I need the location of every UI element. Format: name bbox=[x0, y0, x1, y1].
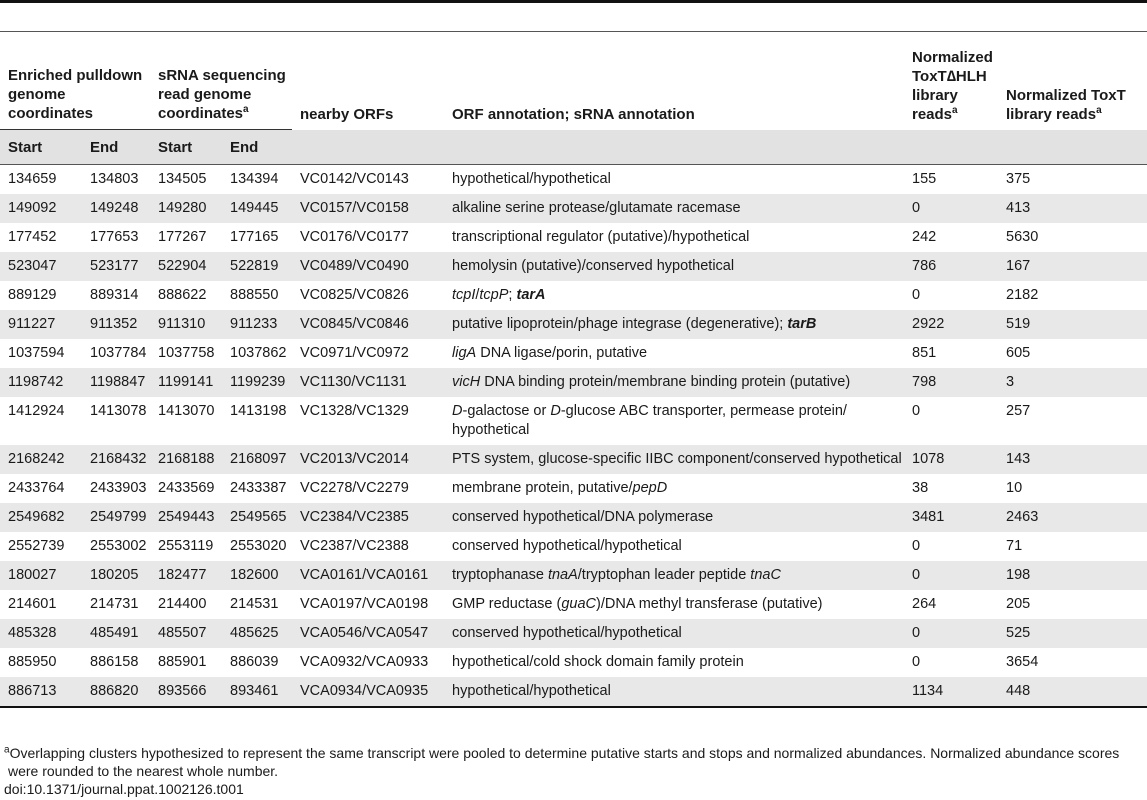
cell-srna-end: 2433387 bbox=[230, 480, 287, 496]
cell-pulldown-end: 134803 bbox=[90, 171, 139, 187]
cell-nearby-orfs: VCA0932/VCA0933 bbox=[300, 654, 429, 670]
caption-rule bbox=[0, 31, 1147, 32]
cell-toxt-reads: 3654 bbox=[1006, 654, 1039, 670]
cell-nearby-orfs: VCA0934/VCA0935 bbox=[292, 677, 444, 707]
cell-pulldown-start: 149092 bbox=[0, 194, 82, 223]
cell-toxt-dhlh-reads: 0 bbox=[912, 403, 921, 419]
cell-annotation: PTS system, glucose-specific IIBC component/conserved hypothetical bbox=[444, 445, 904, 474]
cell-pulldown-start: 180027 bbox=[0, 561, 82, 590]
cell-toxt-reads: 71 bbox=[1006, 538, 1023, 554]
table-row bbox=[0, 368, 1147, 397]
cell-pulldown-end: 485491 bbox=[82, 619, 150, 648]
cell-srna-start: 893566 bbox=[150, 677, 222, 707]
cell-nearby-orfs: VC2387/VC2388 bbox=[300, 538, 409, 554]
cell-srna-start: 485507 bbox=[150, 619, 222, 648]
cell-pulldown-start: 885950 bbox=[8, 654, 57, 670]
cell-annotation: hemolysin (putative)/conserved hypothetical bbox=[444, 252, 904, 281]
cell-toxt-dhlh-reads: 0 bbox=[912, 654, 921, 670]
cell-pulldown-end: 523177 bbox=[82, 252, 150, 281]
cell-annotation: putative lipoprotein/phage integrase (degenerative); tarB bbox=[444, 310, 904, 339]
cell-annotation: hypothetical/cold shock domain family protein bbox=[452, 654, 744, 670]
cell-toxt-reads: 257 bbox=[1006, 403, 1031, 419]
cell-pulldown-end: 2433903 bbox=[90, 480, 147, 496]
cell-toxt-dhlh-reads: 3481 bbox=[904, 503, 998, 532]
cell-annotation: conserved hypothetical/DNA polymerase bbox=[444, 503, 904, 532]
cell-srna-end: 911233 bbox=[222, 310, 292, 339]
cell-nearby-orfs: VC0176/VC0177 bbox=[300, 229, 409, 245]
cell-pulldown-start: 1037594 bbox=[8, 345, 65, 361]
top-rule bbox=[0, 0, 1147, 3]
cell-pulldown-start: 214601 bbox=[8, 596, 57, 612]
cell-toxt-dhlh-reads: 851 bbox=[912, 345, 937, 361]
cell-pulldown-end: 2549799 bbox=[82, 503, 150, 532]
cell-srna-start: 888622 bbox=[158, 287, 207, 303]
header-start: Start bbox=[150, 130, 222, 165]
cell-nearby-orfs: VC0142/VC0143 bbox=[300, 171, 409, 187]
table-row bbox=[0, 561, 1147, 590]
cell-annotation: alkaline serine protease/glutamate racemase bbox=[444, 194, 904, 223]
cell-annotation: vicH DNA binding protein/membrane binding protein (putative) bbox=[444, 368, 904, 397]
cell-srna-start: 2553119 bbox=[158, 538, 214, 554]
cell-toxt-dhlh-reads: 0 bbox=[912, 538, 921, 554]
cell-nearby-orfs: VC1328/VC1329 bbox=[300, 403, 409, 419]
cell-annotation: ligA DNA ligase/porin, putative bbox=[452, 345, 648, 361]
cell-nearby-orfs: VC0845/VC0846 bbox=[292, 310, 444, 339]
cell-nearby-orfs: VC2278/VC2279 bbox=[300, 480, 409, 496]
cell-annotation: conserved hypothetical/hypothetical bbox=[452, 538, 682, 554]
table-row bbox=[0, 223, 1147, 252]
cell-srna-end: 1037862 bbox=[230, 345, 287, 361]
cell-pulldown-start: 2433764 bbox=[8, 480, 65, 496]
cell-srna-start: 134505 bbox=[158, 171, 207, 187]
cell-srna-end: 886039 bbox=[230, 654, 279, 670]
cell-srna-start: 214400 bbox=[158, 596, 207, 612]
cell-srna-start: 1199141 bbox=[150, 368, 222, 397]
table-row bbox=[0, 677, 1147, 707]
cell-srna-start: 885901 bbox=[158, 654, 207, 670]
cell-pulldown-end: 214731 bbox=[90, 596, 139, 612]
table-row bbox=[0, 397, 1147, 445]
table-row bbox=[0, 252, 1147, 281]
cell-annotation: hypothetical/hypothetical bbox=[452, 171, 611, 187]
cell-annotation: membrane protein, putative/pepD bbox=[452, 480, 668, 496]
cell-srna-end: 485625 bbox=[222, 619, 292, 648]
cell-toxt-reads: 519 bbox=[998, 310, 1147, 339]
cell-annotation: GMP reductase (guaC)/DNA methyl transferase (putative) bbox=[452, 596, 823, 612]
cell-nearby-orfs: VC0489/VC0490 bbox=[292, 252, 444, 281]
table-row bbox=[0, 619, 1147, 648]
cell-pulldown-start: 1412924 bbox=[8, 403, 65, 419]
cell-srna-end: 2553020 bbox=[230, 538, 287, 554]
cell-toxt-dhlh-reads: 0 bbox=[912, 287, 921, 303]
header-toxt-dhlh: Normalized ToxT∆HLH library reads$^a$ bbox=[912, 48, 993, 123]
header-start: Start bbox=[0, 130, 82, 165]
table-body bbox=[0, 165, 1147, 708]
table-row bbox=[0, 532, 1147, 561]
cell-pulldown-end: 2553002 bbox=[90, 538, 147, 554]
cell-pulldown-start: 523047 bbox=[0, 252, 82, 281]
cell-srna-start: 182477 bbox=[150, 561, 222, 590]
cell-toxt-reads: 375 bbox=[1006, 171, 1031, 187]
table-row bbox=[0, 339, 1147, 368]
header-srna: sRNA sequencing read genome coordinates$^a$ bbox=[150, 36, 292, 130]
cell-pulldown-start: 1198742 bbox=[0, 368, 82, 397]
cell-toxt-dhlh-reads: 264 bbox=[912, 596, 937, 612]
doi-text: doi:10.1371/journal.ppat.1002126.t001 bbox=[4, 781, 244, 797]
cell-pulldown-start: 2552739 bbox=[8, 538, 65, 554]
cell-srna-start: 2168188 bbox=[150, 445, 222, 474]
header-nearby-orfs: nearby ORFs bbox=[300, 105, 394, 123]
cell-annotation: tcpI/tcpP; tarA bbox=[452, 287, 546, 303]
cell-toxt-dhlh-reads: 0 bbox=[904, 194, 998, 223]
cell-pulldown-start: 889129 bbox=[8, 287, 57, 303]
cell-srna-start: 1037758 bbox=[158, 345, 215, 361]
header-annotation: ORF annotation; sRNA annotation bbox=[452, 105, 695, 123]
cell-srna-end: 2549565 bbox=[222, 503, 292, 532]
cell-srna-end: 182600 bbox=[222, 561, 292, 590]
cell-annotation: D-galactose or D-glucose ABC transporter, permease protein/ hypothetical bbox=[452, 403, 847, 438]
cell-toxt-dhlh-reads: 242 bbox=[912, 229, 937, 245]
table-row bbox=[0, 165, 1147, 195]
cell-srna-end: 2168097 bbox=[222, 445, 292, 474]
cell-nearby-orfs: VC0157/VC0158 bbox=[292, 194, 444, 223]
cell-srna-end: 888550 bbox=[230, 287, 279, 303]
cell-nearby-orfs: VCA0197/VCA0198 bbox=[300, 596, 429, 612]
table-row bbox=[0, 590, 1147, 619]
cell-nearby-orfs: VC1130/VC1131 bbox=[292, 368, 444, 397]
cell-toxt-reads: 198 bbox=[998, 561, 1147, 590]
header-toxt: Normalized ToxT library reads$^a$ bbox=[1006, 86, 1126, 123]
data-table bbox=[0, 36, 1147, 708]
cell-srna-end: 214531 bbox=[230, 596, 279, 612]
cell-srna-start: 2549443 bbox=[150, 503, 222, 532]
cell-toxt-reads: 448 bbox=[998, 677, 1147, 707]
cell-annotation: conserved hypothetical/hypothetical bbox=[444, 619, 904, 648]
cell-pulldown-end: 1198847 bbox=[82, 368, 150, 397]
cell-toxt-reads: 205 bbox=[1006, 596, 1031, 612]
cell-toxt-dhlh-reads: 38 bbox=[912, 480, 929, 496]
cell-pulldown-end: 1037784 bbox=[90, 345, 147, 361]
table-row bbox=[0, 445, 1147, 474]
cell-toxt-dhlh-reads: 0 bbox=[904, 619, 998, 648]
cell-srna-end: 522819 bbox=[222, 252, 292, 281]
header-enriched: Enriched pulldown genome coordinates bbox=[0, 36, 150, 130]
cell-nearby-orfs: VC0971/VC0972 bbox=[300, 345, 409, 361]
cell-pulldown-start: 177452 bbox=[8, 229, 57, 245]
cell-pulldown-start: 911227 bbox=[0, 310, 82, 339]
table-row bbox=[0, 503, 1147, 532]
cell-toxt-dhlh-reads: 798 bbox=[904, 368, 998, 397]
cell-toxt-reads: 2463 bbox=[998, 503, 1147, 532]
cell-toxt-dhlh-reads: 786 bbox=[904, 252, 998, 281]
header-end: End bbox=[82, 130, 150, 165]
cell-srna-start: 522904 bbox=[150, 252, 222, 281]
table-row bbox=[0, 194, 1147, 223]
cell-toxt-dhlh-reads: 155 bbox=[912, 171, 937, 187]
cell-toxt-dhlh-reads: 1078 bbox=[904, 445, 998, 474]
cell-srna-end: 1413198 bbox=[230, 403, 287, 419]
cell-toxt-reads: 525 bbox=[998, 619, 1147, 648]
cell-toxt-reads: 413 bbox=[998, 194, 1147, 223]
cell-pulldown-end: 886820 bbox=[82, 677, 150, 707]
table-row bbox=[0, 310, 1147, 339]
cell-toxt-dhlh-reads: 0 bbox=[904, 561, 998, 590]
cell-srna-end: 893461 bbox=[222, 677, 292, 707]
cell-srna-end: 1199239 bbox=[222, 368, 292, 397]
cell-pulldown-end: 177653 bbox=[90, 229, 139, 245]
cell-annotation: transcriptional regulator (putative)/hypothetical bbox=[452, 229, 750, 245]
footnote: $^a$Overlapping clusters hypothesized to represent the same transcript were pooled to determine putative starts and stops and normalized abundances. Normalized abundance scores were rounded to the nearest whole number. bbox=[4, 744, 1120, 779]
cell-annotation: hypothetical/hypothetical bbox=[444, 677, 904, 707]
cell-pulldown-start: 886713 bbox=[0, 677, 82, 707]
cell-toxt-reads: 5630 bbox=[1006, 229, 1039, 245]
cell-nearby-orfs: VCA0161/VCA0161 bbox=[292, 561, 444, 590]
cell-toxt-dhlh-reads: 1134 bbox=[904, 677, 998, 707]
cell-toxt-reads: 2182 bbox=[1006, 287, 1039, 303]
cell-nearby-orfs: VC2384/VC2385 bbox=[292, 503, 444, 532]
cell-pulldown-end: 180205 bbox=[82, 561, 150, 590]
cell-srna-start: 177267 bbox=[158, 229, 207, 245]
cell-pulldown-end: 1413078 bbox=[90, 403, 147, 419]
cell-toxt-reads: 10 bbox=[1006, 480, 1023, 496]
cell-pulldown-start: 2168242 bbox=[0, 445, 82, 474]
table-row bbox=[0, 648, 1147, 677]
cell-pulldown-end: 149248 bbox=[82, 194, 150, 223]
cell-nearby-orfs: VCA0546/VCA0547 bbox=[292, 619, 444, 648]
cell-srna-end: 177165 bbox=[230, 229, 279, 245]
cell-srna-start: 911310 bbox=[150, 310, 222, 339]
cell-toxt-dhlh-reads: 2922 bbox=[904, 310, 998, 339]
cell-pulldown-end: 911352 bbox=[82, 310, 150, 339]
cell-srna-end: 134394 bbox=[230, 171, 279, 187]
table-row bbox=[0, 474, 1147, 503]
cell-srna-start: 2433569 bbox=[158, 480, 215, 496]
header-end: End bbox=[222, 130, 292, 165]
cell-pulldown-end: 889314 bbox=[90, 287, 139, 303]
cell-pulldown-end: 886158 bbox=[90, 654, 139, 670]
cell-pulldown-end: 2168432 bbox=[82, 445, 150, 474]
cell-annotation: tryptophanase tnaA/tryptophan leader peptide tnaC bbox=[444, 561, 904, 590]
cell-pulldown-start: 2549682 bbox=[0, 503, 82, 532]
cell-toxt-reads: 143 bbox=[998, 445, 1147, 474]
cell-srna-end: 149445 bbox=[222, 194, 292, 223]
cell-nearby-orfs: VC2013/VC2014 bbox=[292, 445, 444, 474]
cell-srna-start: 149280 bbox=[150, 194, 222, 223]
cell-toxt-reads: 3 bbox=[998, 368, 1147, 397]
cell-toxt-reads: 605 bbox=[1006, 345, 1031, 361]
cell-srna-start: 1413070 bbox=[158, 403, 215, 419]
cell-nearby-orfs: VC0825/VC0826 bbox=[300, 287, 409, 303]
table-row bbox=[0, 281, 1147, 310]
cell-toxt-reads: 167 bbox=[998, 252, 1147, 281]
cell-pulldown-start: 134659 bbox=[8, 171, 57, 187]
cell-pulldown-start: 485328 bbox=[0, 619, 82, 648]
